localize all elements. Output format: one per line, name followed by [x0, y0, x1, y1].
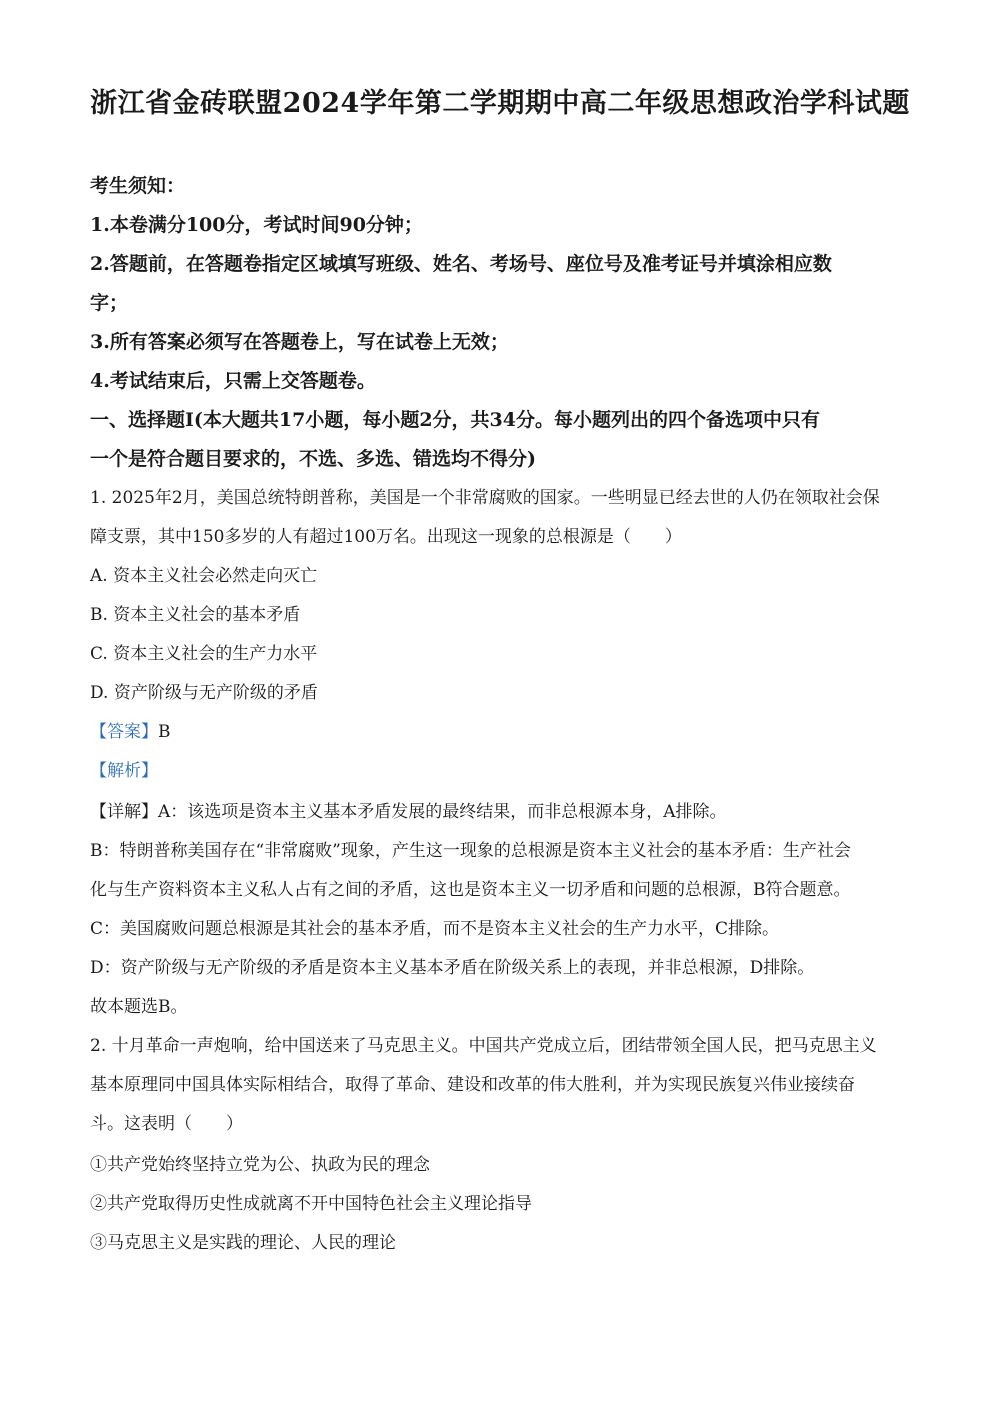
- notice-item: 1.本卷满分100分，考试时间90分钟；: [90, 214, 423, 236]
- notice-item: 字；: [90, 292, 129, 314]
- notice-item: 3.所有答案必须写在答题卷上，写在试卷上无效；: [90, 331, 509, 353]
- explanation-line: C：美国腐败问题总根源是其社会的基本矛盾，而不是资本主义社会的生产力水平，C排除。: [90, 919, 780, 939]
- notice-item: 4.考试结束后，只需上交答题卷。: [90, 370, 376, 392]
- question-2-statement-1: ①共产党始终坚持立党为公、执政为民的理念: [90, 1155, 430, 1175]
- question-1-option-d: D. 资产阶级与无产阶级的矛盾: [90, 683, 318, 703]
- section-heading: 一、选择题Ⅰ(本大题共17小题，每小题2分，共34分。每小题列出的四个备选项中只有: [90, 409, 820, 431]
- question-1-option-c: C. 资本主义社会的生产力水平: [90, 644, 318, 664]
- question-2-statement-2: ②共产党取得历史性成就离不开中国特色社会主义理论指导: [90, 1194, 532, 1214]
- explanation-line: 化与生产资料资本主义私人占有之间的矛盾，这也是资本主义一切矛盾和问题的总根源，B符合题意。: [90, 880, 851, 900]
- notice-item: 2.答题前，在答题卷指定区域填写班级、姓名、考场号、座位号及准考证号并填涂相应数: [90, 253, 832, 275]
- explanation-line: 【详解】A：该选项是资本主义基本矛盾发展的最终结果，而非总根源本身，A排除。: [90, 802, 727, 822]
- question-1-option-a: A. 资本主义社会必然走向灭亡: [90, 566, 318, 586]
- page-title: 浙江省金砖联盟2024学年第二学期期中高二年级思想政治学科试题: [90, 88, 910, 119]
- question-1-stem: 1. 2025年2月，美国总统特朗普称，美国是一个非常腐败的国家。一些明显已经去世的人仍在领取社会保: [90, 488, 880, 508]
- notice-heading: 考生须知：: [90, 175, 186, 197]
- answer-label: 【答案】: [90, 722, 158, 742]
- answer-value: B: [158, 722, 171, 742]
- explanation-line: B：特朗普称美国存在“非常腐败”现象，产生这一现象的总根源是资本主义社会的基本矛盾：生产社会: [90, 841, 851, 861]
- question-2-stem: 2. 十月革命一声炮响，给中国送来了马克思主义。中国共产党成立后，团结带领全国人民，把马克思主义: [90, 1036, 877, 1056]
- question-1-option-b: B. 资本主义社会的基本矛盾: [90, 605, 301, 625]
- explanation-line: D：资产阶级与无产阶级的矛盾是资本主义基本矛盾在阶级关系上的表现，并非总根源，D排除。: [90, 958, 815, 978]
- question-2-stem: 斗。这表明（ ）: [90, 1114, 243, 1134]
- section-heading: 一个是符合题目要求的，不选、多选、错选均不得分): [90, 448, 536, 470]
- analysis-label: 【解析】: [90, 761, 158, 781]
- question-1-stem: 障支票，其中150多岁的人有超过100万名。出现这一现象的总根源是（ ）: [90, 527, 682, 547]
- answer-line: [90, 717, 171, 747]
- question-2-stem: 基本原理同中国具体实际相结合，取得了革命、建设和改革的伟大胜利，并为实现民族复兴伟业接续奋: [90, 1075, 855, 1095]
- question-2-statement-3: ③马克思主义是实践的理论、人民的理论: [90, 1233, 396, 1253]
- explanation-conclusion: 故本题选B。: [90, 997, 188, 1017]
